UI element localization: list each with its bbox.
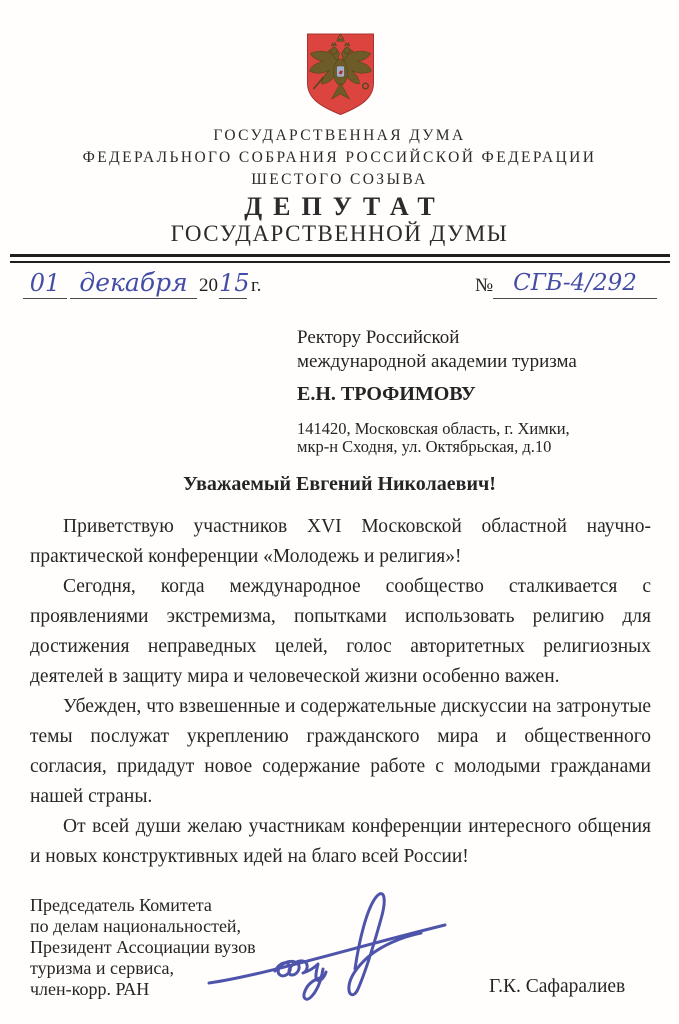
russian-coat-of-arms-icon — [303, 31, 378, 117]
org-name-line2: ФЕДЕРАЛЬНОГО СОБРАНИЯ РОССИЙСКОЙ ФЕДЕРАЦИИ — [82, 149, 597, 166]
signer-name: Г.К. Сафаралиев — [489, 976, 626, 997]
number-label: № — [475, 275, 494, 296]
signer-position-line4: туризма и сервиса, — [30, 958, 175, 978]
signer-position-line5: член-корр. РАН — [30, 979, 150, 999]
recipient-name: Е.Н. ТРОФИМОВУ — [297, 383, 476, 405]
deputy-subtitle: ГОСУДАРСТВЕННОЙ ДУМЫ — [170, 221, 509, 246]
document-number-handwritten: СГБ-4/292 — [493, 268, 657, 299]
org-name-line1: ГОСУДАРСТВЕННАЯ ДУМА — [213, 127, 466, 144]
date-year-handwritten: 15 — [219, 269, 250, 297]
recipient-line2: международной академии туризма — [297, 351, 577, 372]
date-month-handwritten: декабря — [70, 268, 197, 299]
date-suffix: г. — [251, 275, 262, 296]
letterhead — [0, 125, 679, 191]
org-name-line3: ШЕСТОГО СОЗЫВА — [251, 171, 428, 188]
handwritten-signature-icon — [205, 889, 450, 1004]
date-century-printed: 20 — [199, 275, 218, 296]
recipient-line1: Ректору Российской — [297, 327, 460, 348]
recipient-address-line1: 141420, Московская область, г. Химки, — [297, 419, 570, 438]
body-paragraph-4: От всей души желаю участникам конференции интересного общения и новых конструктивных идей на благо всей России! — [30, 816, 651, 867]
salutation: Уважаемый Евгений Николаевич! — [183, 473, 496, 495]
signer-position-line3: Президент Ассоциации вузов — [30, 937, 256, 957]
body-paragraph-2: Сегодня, когда международное сообщество сталкивается с проявлениями экстремизма, попытками использовать религию для достижения неправедных целей, голос авторитетных религиозных деятелей в защиту мира и человеческой жизни особенно важен. — [30, 576, 651, 687]
body-paragraph-3: Убежден, что взвешенные и содержательные дискуссии на затронутые темы послужат укреплению гражданского мира и общественного согласия, придадут новое содержание работе с молодыми гражданами нашей страны. — [30, 696, 651, 807]
recipient-address-line2: мкр-н Сходня, ул. Октябрьская, д.10 — [297, 437, 552, 456]
body-paragraph-1: Приветствую участников XVI Московской областной научно-практической конференции «Молодежь и религия»! — [30, 516, 651, 567]
recipient-address — [297, 420, 642, 456]
signer-position-line1: Председатель Комитета — [30, 895, 212, 915]
letter-body — [30, 512, 651, 872]
recipient-block — [297, 326, 642, 456]
deputy-title: ДЕПУТАТ — [244, 192, 446, 221]
signer-position-line2: по делам национальностей, — [30, 916, 242, 936]
letterhead-divider — [10, 254, 670, 263]
dateline — [23, 264, 657, 302]
date-day-handwritten: 01 — [23, 268, 67, 299]
